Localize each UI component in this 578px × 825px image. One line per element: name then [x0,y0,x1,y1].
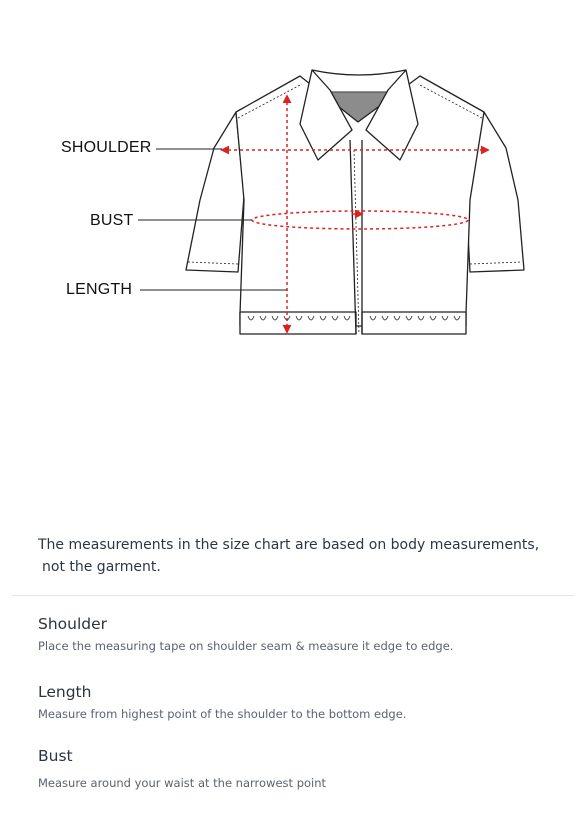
shoulder-heading: Shoulder [38,615,108,633]
length-callout-label: LENGTH [66,281,133,298]
length-description: Measure from highest point of the shoulder to the bottom edge. [38,707,407,721]
neck-band [312,70,406,75]
shoulder-description: Place the measuring tape on shoulder seam & measure it edge to edge. [38,639,454,653]
bust-section [38,746,568,791]
shoulder-callout-label: SHOULDER [61,139,152,156]
left-sleeve [186,112,244,272]
shoulder-section [38,614,568,654]
size-chart-note [38,534,558,578]
garment-measurement-diagram [0,0,578,360]
bust-description: Measure around your waist at the narrowest point [38,776,327,790]
divider [12,595,574,596]
note-line-2: not the garment. [42,559,161,575]
bust-callout-label: BUST [90,212,134,229]
length-heading: Length [38,683,92,701]
waistband-right [362,312,466,334]
length-section [38,682,568,722]
note-line-1: The measurements in the size chart are based on body measurements, [38,537,540,553]
shirt-illustration [186,70,524,334]
bust-heading: Bust [38,747,73,765]
waistband [240,312,356,334]
